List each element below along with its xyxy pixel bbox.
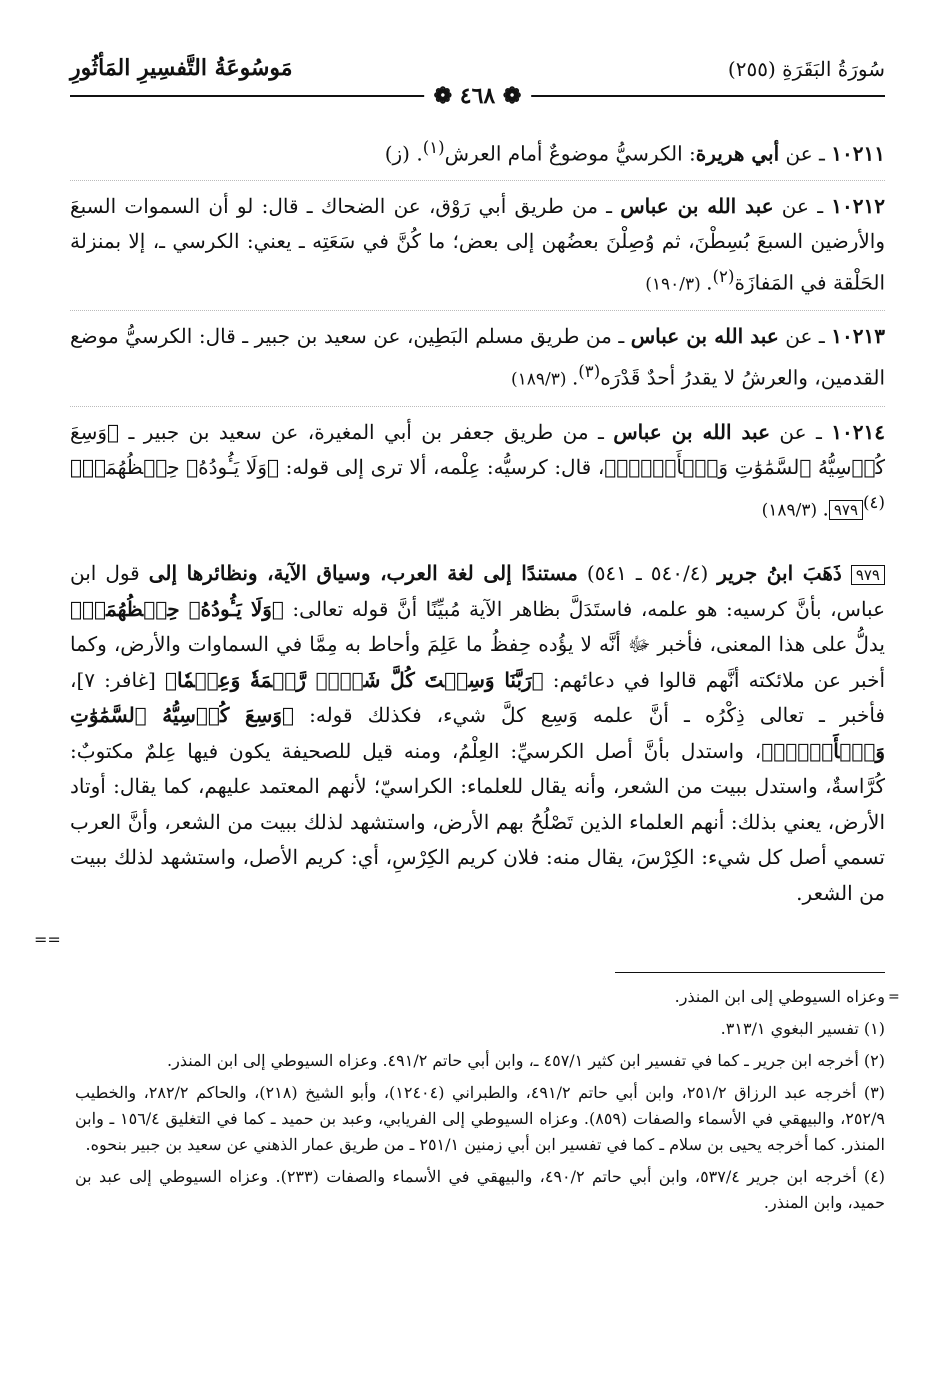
narration-lead: ـ عن [778,324,832,349]
book-title: مَوسُوعَةُ التَّفسِيرِ المَأثُورِ [70,55,293,81]
narration-text: ـ من طريق أبي رَوْق، عن الضحاك ـ قال: لو أن السموات السبعَ والأرضين السبعَ بُسِطْنَ، ثم وُصِلْنَ بعضُهن إلى بعض؛ ما كُنَّ في سَعَتِه ـ يعني: الكرسي ـ، إلا بمنزلة الحَلْقة في المَفازَة [70,193,885,295]
narrator-name: أبي هريرة [695,141,780,166]
narration-number: ١٠٢١٣ [831,324,886,349]
footnote-marker: (٣) [578,362,601,382]
narrator-name: عبد الله بن عباس [630,324,779,349]
page-header [70,55,885,109]
footnote: وعزاه السيوطي إلى ابن المنذر. [674,987,885,1006]
footnote: (١) تفسير البغوي ٣١٣/١. [720,1019,885,1038]
narration-lead: ـ عن [779,141,832,166]
narrator-name: عبد الله بن عباس [613,419,771,444]
footnote-marker: (٢) [712,266,735,286]
footnote-continuation-mark: = [888,989,900,1005]
footnote-marker: (١) [422,138,445,157]
narration-number: ١٠٢١٢ [831,193,886,218]
quran-quote: ﴿وَسِعَ كُرۡسِيُّهُ ٱلسَّمَٰوَٰتِ وَٱلۡأَرۡضَۖ﴾ [70,703,885,763]
narration-lead: ـ عن [773,193,832,218]
commentary-badge: ٩٧٩ [829,500,863,520]
narration-entry [70,319,885,407]
narration-tail: . [571,365,579,390]
narration-tail: . [706,270,713,295]
narration-tail: . [822,496,829,521]
narration-entry [70,415,885,537]
narration-tail: . (ز) [384,141,423,166]
narration-text: ـ من طريق مسلم البَطِين، عن سعيد بن جبير ـ قال: الكرسيُّ موضع القدمين، والعرشُ لا يقدرُ أحدٌ قَدْرَه [70,324,885,390]
footnote: (٣) أخرجه عبد الرزاق ٢٥١/٢، وابن أبي حاتم ٤٩١/٢، والطبراني (١٢٤٠٤)، وأبو الشيخ (٢١٨)، والحاكم ٢٨٢/٢، والخطيب ٢٥٢/٩، والبيهقي في الأسماء والصفات (٨٥٩). وعزاه السيوطي إلى الفريابي، وعبد بن حميد ـ كما في التغليق ١٥٦/٤ ـ وابن المنذر. كما أخرجه يحيى بن سلام ـ كما في تفسير ابن أبي زمنين ٢٥١/١ ـ من طريق عمار الذهني عن سعيد بن جبير بنحوه. [75,1083,885,1154]
commentary-text: قول ابن عباس، بأنَّ كرسيه: هو علمه، فاستَدَلَّ بظاهر الآية مُبيِّنًا أنَّ قوله تعالى: [70,561,886,621]
commentary-block [70,556,885,911]
footnotes [75,984,885,1222]
narration-entry [70,130,885,181]
narration-text: ـ من طريق جعفر بن أبي المغيرة، عن سعيد بن جبير ـ ﴿وَسِعَ كُرۡسِيُّهُ ٱلسَّمَٰوَٰتِ وَٱلۡأَرۡضَۖ﴾، قال: كرسيُّه: عِلْمه، ألا ترى إلى قوله: ﴿وَلَا يَـُٔودُهُۥ حِفۡظُهُمَاۚ﴾ [70,419,885,479]
commentary-badge: ٩٧٩ [851,565,885,585]
source-ref: (١٩٠/٣) [645,274,707,295]
source-ref: (١٨٩/٣) [510,369,572,390]
footnote-separator [615,972,885,973]
page-number: ❁ ٤٦٨ ❁ [424,83,532,109]
narration-number: ١٠٢١١ [831,141,885,166]
commentary-text: يدلُّ على هذا المعنى، فأخبر ﷻ أنَّه لا يؤُده حِفظُ ما عَلِمَ وأحاط به مِمَّا في السماوات والأرض، وكما أخبر عن ملائكته أنَّهم قالوا في دعائهم: [70,632,885,692]
commentary-head-2: مستندًا إلى لغة العرب، وسياق الآية، ونظائرها إلى [148,561,578,585]
continuation-mark: == [34,930,61,949]
surah-title: سُورَةُ البَقَرَةِ (٢٥٥) [727,57,885,81]
narrations [70,130,885,545]
narration-text: : الكرسيُّ موضوعٌ أمام العرش [444,141,696,166]
quran-quote: ﴿رَبَّنَا وَسِعۡتَ كُلَّ شَيۡءٖ رَّحۡمَةٗ وَعِلۡمٗا﴾ [164,667,544,692]
narration-number: ١٠٢١٤ [831,419,885,444]
narration-lead: ـ عن [770,419,832,444]
commentary-text: ، واستدل بأنَّ أصل الكرسيِّ: العِلْمُ، ومنه قيل للصحيفة يكون فيها عِلمٌ مكتوبٌ: كُرَّاسةٌ، واستدل ببيت من الشعر، وأنه يقال للعلماء: الكراسيّ؛ لأنهم المعتمد عليهم، كما يقال: أوتاد الأرض، يعني بذلك: أنهم العلماء الذين تَصْلُحُ بهم الأرض، واستشهد لذلك ببيت من الشعر، وأنَّ العرب تسمي أصل كل شيء: الكِرْسَ، يقال منه: فلان كريم الكِرْسِ، أي: كريم الأصل، واستشهد لذلك ببيت من الشعر. [70,738,885,905]
narrator-name: عبد الله بن عباس [620,193,774,218]
footnote: (٤) أخرجه ابن جرير ٥٣٧/٤، وابن أبي حاتم ٤٩٠/٢، والبيهقي في الأسماء والصفات (٢٣٣). وعزاه السيوطي إلى عبد بن حميد، وابن المنذر. [75,1167,886,1212]
narration-entry [70,189,885,312]
commentary-text: [غافر: ٧]، فأخبر ـ تعالى ذِكْرُه ـ أنَّ علمه وَسِع كلَّ شيء، فكذلك قوله: [70,667,885,727]
quran-quote: ﴿وَلَا يَـُٔودُهُۥ حِفۡظُهُمَاۚ﴾ [70,596,284,621]
footnote: (٢) أخرجه ابن جرير ـ كما في تفسير ابن كثير ٤٥٧/١ ـ، وابن أبي حاتم ٤٩١/٢. وعزاه السيوطي إلى ابن المنذر. [167,1051,885,1070]
commentary-head-ref: (٥٤٠/٤ ـ ٥٤١) [577,561,718,585]
source-ref: (١٨٩/٣) [761,500,823,521]
footnote-marker: (٤) [863,492,885,512]
commentary-head: ذَهَبَ ابنُ جرير [717,561,842,585]
